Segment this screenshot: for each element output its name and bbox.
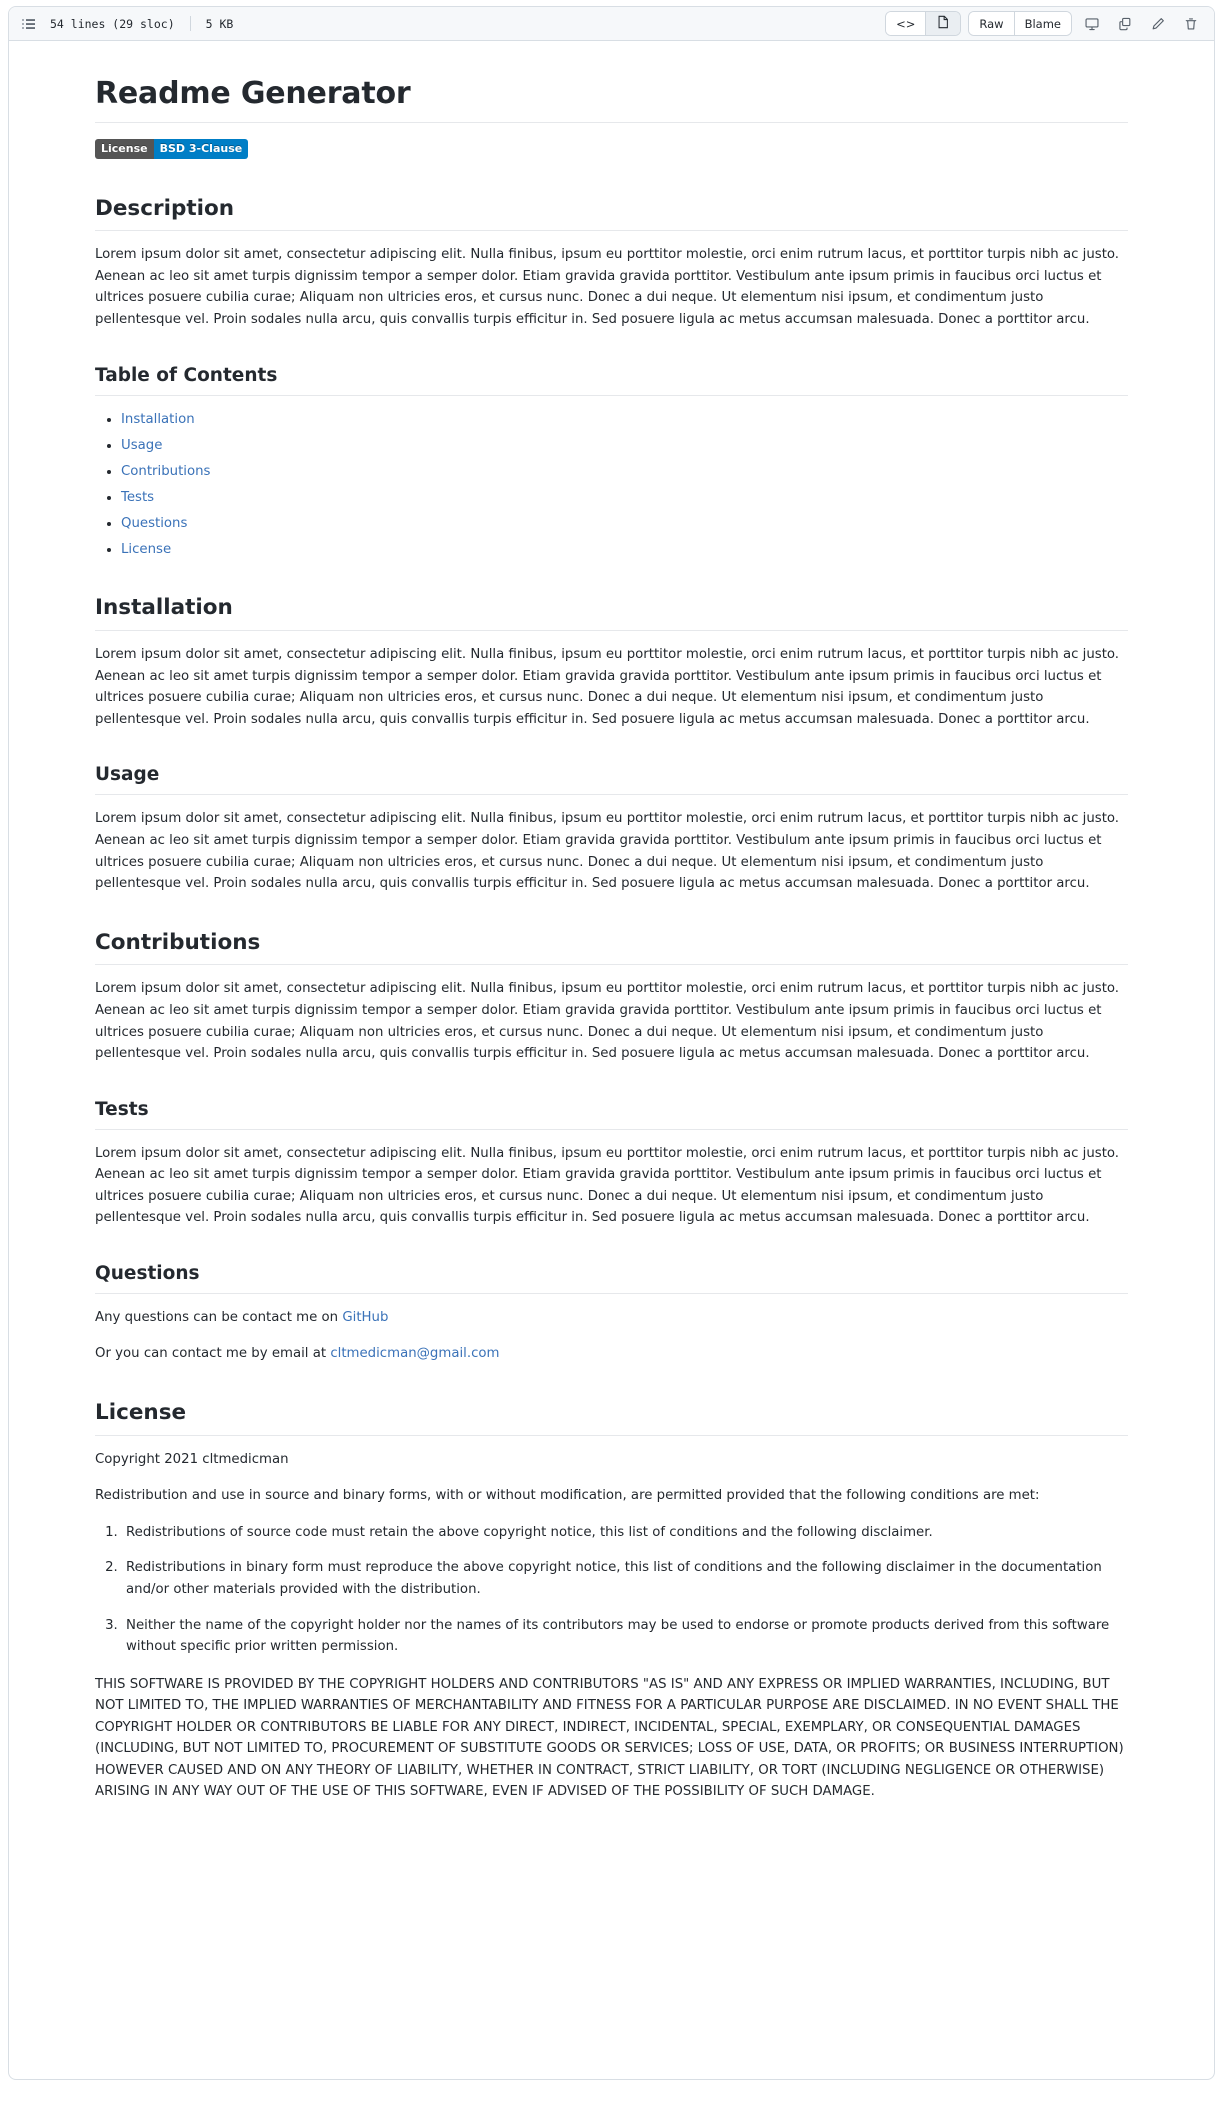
raw-button[interactable]: Raw: [969, 12, 1014, 35]
file-viewer-frame: [8, 6, 1215, 2080]
toc-link-usage[interactable]: Usage: [121, 437, 163, 453]
meta-divider: [190, 16, 191, 31]
heading-contributions: Contributions: [95, 930, 1128, 966]
heading-questions: Questions: [95, 1262, 1128, 1294]
paragraph-questions-email: [95, 1343, 1128, 1365]
toc-link-license[interactable]: License: [121, 541, 172, 557]
paragraph-description: Lorem ipsum dolor sit amet, consectetur adipiscing elit. Nulla finibus, ipsum eu porttitor molestie, orci enim rutrum lacus, et porttitor turpis nibh ac justo. Aenean ac leo sit amet turpis dignissim tempor a semper dolor. Etiam gravida gravida porttitor. Vestibulum ante ipsum primis in faucibus orci luctus et ultrices posuere cubilia curae; Aliquam non ultricies eros, et cursus nunc. Donec a dui neque. Ut elementum nisi ipsum, et condimentum justo pellentesque vel. Proin sodales nulla arcu, quis convallis turpis efficitur in. Sed posuere ligula ac metus accumsan malesuada. Donec a porttitor arcu.: [95, 247, 1120, 327]
document-icon: [936, 15, 950, 32]
paragraph-license-copyright: Copyright 2021 cltmedicman: [95, 1451, 289, 1467]
pencil-icon[interactable]: [1145, 11, 1171, 36]
license-badge[interactable]: [95, 139, 248, 159]
toc-link-tests[interactable]: Tests: [121, 489, 155, 505]
heading-description: Description: [95, 196, 1128, 232]
trash-icon[interactable]: [1178, 11, 1204, 36]
toc-link-contributions[interactable]: Contributions: [121, 463, 211, 479]
file-actions-group: [885, 11, 1204, 36]
file-header-toolbar: [9, 7, 1214, 41]
list-unordered-icon[interactable]: [21, 16, 37, 32]
list-item: 3. Neither the name of the copyright holder nor the names of its contributors may be used to endorse or promote products derived from this software without specific prior written permission.: [122, 1615, 1128, 1658]
blame-button[interactable]: Blame: [1015, 12, 1071, 35]
list-item: [121, 461, 1128, 483]
list-item: [121, 409, 1128, 431]
badge-value-text: BSD 3-Clause: [154, 139, 249, 159]
questions-line1-prefix: Any questions can be contact me on: [95, 1309, 343, 1325]
list-item: [121, 487, 1128, 509]
paragraph-license-disclaimer: THIS SOFTWARE IS PROVIDED BY THE COPYRIGHT HOLDERS AND CONTRIBUTORS "AS IS" AND ANY EXPRESS OR IMPLIED WARRANTIES, INCLUDING, BUT NOT LIMITED TO, THE IMPLIED WARRANTIES OF MERCHANTABILITY AND FITNESS FOR A PARTICULAR PURPOSE ARE DISCLAIMED. IN NO EVENT SHALL THE COPYRIGHT HOLDER OR CONTRIBUTORS BE LIABLE FOR ANY DIRECT, INDIRECT, INCIDENTAL, SPECIAL, EXEMPLARY, OR CONSEQUENTIAL DAMAGES (INCLUDING, BUT NOT LIMITED TO, PROCUREMENT OF SUBSTITUTE GOODS OR SERVICES; LOSS OF USE, DATA, OR PROFITS; OR BUSINESS INTERRUPTION) HOWEVER CAUSED AND ON ANY THEORY OF LIABILITY, WHETHER IN CONTRACT, STRICT LIABILITY, OR TORT (INCLUDING NEGLIGENCE OR OTHERWISE) ARISING IN ANY WAY OUT OF THE USE OF THIS SOFTWARE, EVEN IF ADVISED OF THE POSSIBILITY OF SUCH DAMAGE.: [95, 1676, 1124, 1800]
code-view-button[interactable]: <>: [886, 12, 926, 35]
license-clause-list: [95, 1522, 1128, 1658]
paragraph-usage: Lorem ipsum dolor sit amet, consectetur adipiscing elit. Nulla finibus, ipsum eu porttitor molestie, orci enim rutrum lacus, et porttitor turpis nibh ac justo. Aenean ac leo sit amet turpis dignissim tempor a semper dolor. Etiam gravida gravida porttitor. Vestibulum ante ipsum primis in faucibus orci luctus et ultrices posuere cubilia curae; Aliquam non ultricies eros, et cursus nunc. Donec a dui neque. Ut elementum nisi ipsum, et condimentum justo pellentesque vel. Proin sodales nulla arcu, quis convallis turpis efficitur in. Sed posuere ligula ac metus accumsan malesuada. Donec a porttitor arcu.: [95, 811, 1120, 892]
list-item: 1. Redistributions of source code must retain the above copyright notice, this list of conditions and the following disclaimer.: [122, 1522, 1128, 1544]
paragraph-contributions: Lorem ipsum dolor sit amet, consectetur adipiscing elit. Nulla finibus, ipsum eu porttitor molestie, orci enim rutrum lacus, et porttitor turpis nibh ac justo. Aenean ac leo sit amet turpis dignissim tempor a semper dolor. Etiam gravida gravida porttitor. Vestibulum ante ipsum primis in faucibus orci luctus et ultrices posuere cubilia curae; Aliquam non ultricies eros, et cursus nunc. Donec a dui neque. Ut elementum nisi ipsum, et condimentum justo pellentesque vel. Proin sodales nulla arcu, quis convallis turpis efficitur in. Sed posuere ligula ac metus accumsan malesuada. Donec a porttitor arcu.: [95, 981, 1120, 1062]
badge-label-text: License: [95, 139, 154, 159]
heading-tests: Tests: [95, 1098, 1128, 1130]
file-meta-group: [21, 16, 233, 32]
page-title: Readme Generator: [95, 75, 1128, 123]
desktop-download-icon[interactable]: [1079, 11, 1105, 36]
heading-license: License: [95, 1400, 1128, 1436]
list-item: [121, 513, 1128, 535]
table-of-contents: [95, 409, 1128, 561]
heading-table-of-contents: Table of Contents: [95, 364, 1128, 396]
paragraph-tests: Lorem ipsum dolor sit amet, consectetur adipiscing elit. Nulla finibus, ipsum eu porttitor molestie, orci enim rutrum lacus, et porttitor turpis nibh ac justo. Aenean ac leo sit amet turpis dignissim tempor a semper dolor. Etiam gravida gravida porttitor. Vestibulum ante ipsum primis in faucibus orci luctus et ultrices posuere cubilia curae; Aliquam non ultricies eros, et cursus nunc. Donec a dui neque. Ut elementum nisi ipsum, et condimentum justo pellentesque vel. Proin sodales nulla arcu, quis convallis turpis efficitur in. Sed posuere ligula ac metus accumsan malesuada. Donec a porttitor arcu.: [95, 1145, 1120, 1226]
readme-rendered-content: [9, 41, 1214, 1847]
paragraph-installation: Lorem ipsum dolor sit amet, consectetur adipiscing elit. Nulla finibus, ipsum eu porttitor molestie, orci enim rutrum lacus, et porttitor turpis nibh ac justo. Aenean ac leo sit amet turpis dignissim tempor a semper dolor. Etiam gravida gravida porttitor. Vestibulum ante ipsum primis in faucibus orci luctus et ultrices posuere cubilia curae; Aliquam non ultricies eros, et cursus nunc. Donec a dui neque. Ut elementum nisi ipsum, et condimentum justo pellentesque vel. Proin sodales nulla arcu, quis convallis turpis efficitur in. Sed posuere ligula ac metus accumsan malesuada. Donec a porttitor arcu.: [95, 647, 1120, 727]
heading-usage: Usage: [95, 763, 1128, 795]
toc-list: [95, 409, 1128, 561]
email-link[interactable]: cltmedicman@gmail.com: [330, 1346, 500, 1362]
view-mode-toggle-group: [885, 11, 961, 36]
list-item: [121, 539, 1128, 561]
copy-icon[interactable]: [1112, 11, 1138, 36]
questions-line2-prefix: Or you can contact me by email at: [95, 1346, 331, 1362]
paragraph-license-intro: Redistribution and use in source and binary forms, with or without modification, are permitted provided that the following conditions are met:: [95, 1488, 1040, 1504]
github-link[interactable]: GitHub: [342, 1309, 389, 1325]
toc-link-installation[interactable]: Installation: [121, 411, 195, 427]
paragraph-questions-github: [95, 1307, 1128, 1329]
lines-count-label: 54 lines (29 sloc): [50, 16, 175, 31]
preview-view-button[interactable]: [926, 12, 960, 35]
raw-blame-group: [968, 11, 1072, 36]
heading-installation: Installation: [95, 595, 1128, 631]
list-item: 2. Redistributions in binary form must reproduce the above copyright notice, this list of conditions and the following disclaimer in the documentation and/or other materials provided with the distribution.: [122, 1557, 1128, 1600]
toc-link-questions[interactable]: Questions: [121, 515, 188, 531]
file-size-label: 5 KB: [205, 16, 234, 31]
list-item: [121, 435, 1128, 457]
